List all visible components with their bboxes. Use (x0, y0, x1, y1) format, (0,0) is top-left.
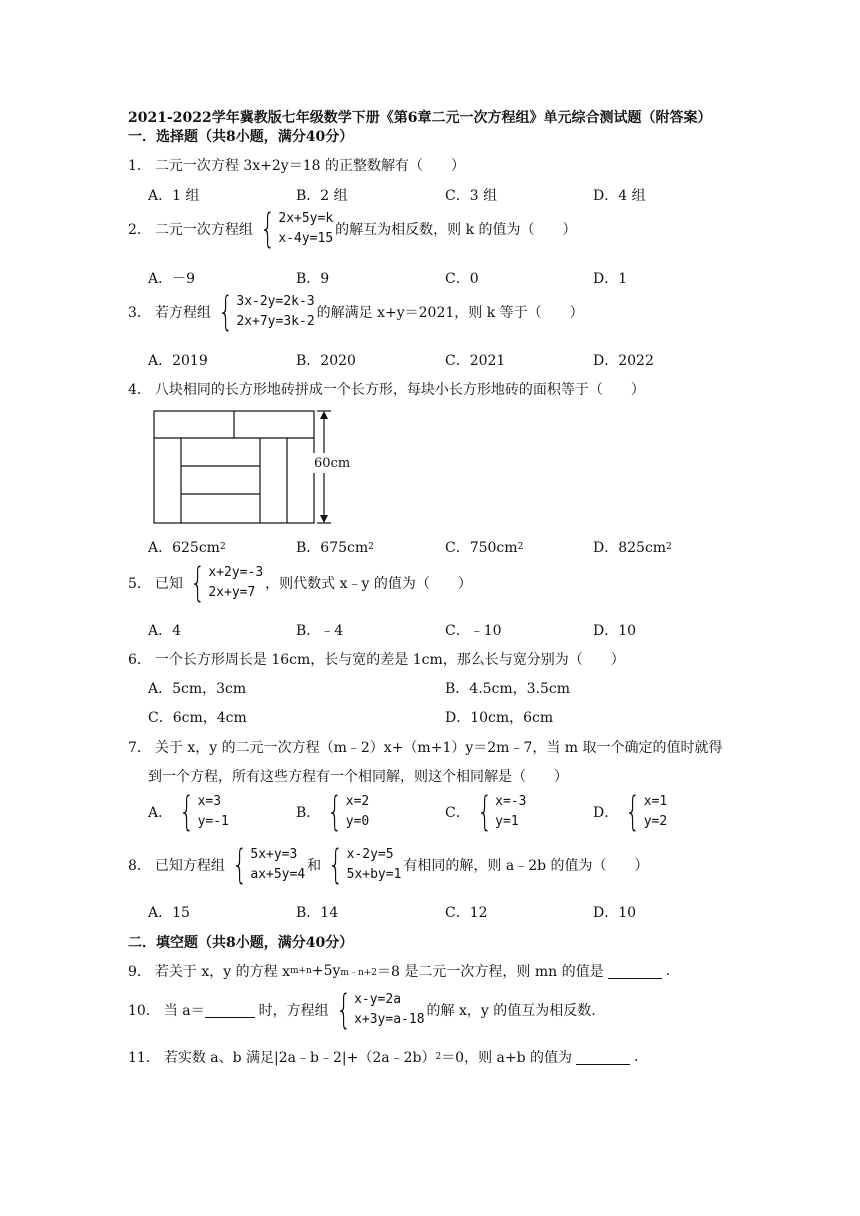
equation-system (255, 206, 334, 252)
question-number: 8． (128, 858, 151, 874)
question-4 (128, 379, 645, 399)
brace-symbol: { (625, 789, 641, 835)
question-number: 6． (128, 652, 151, 668)
section-heading-choice: 一．选择题（共8小题，满分40分） (128, 129, 354, 145)
option-d: D．825cm 2 (593, 540, 672, 556)
question-text: 的解 x，y 的值互为相反数. (426, 1003, 596, 1019)
question-number: 10． (128, 1003, 160, 1019)
brace-symbol: { (335, 987, 351, 1033)
option-c: C．2021 (445, 353, 506, 369)
option-b: B．2 组 (296, 188, 348, 204)
equation: x-4y=15 (278, 231, 334, 246)
equation-system (213, 289, 315, 335)
question-text: 一个长方形周长是 16cm，长与宽的差是 1cm，那么长与宽分别为（ ） (154, 652, 625, 668)
option-a: A．－9 (148, 271, 196, 287)
equation: x+3y=a-18 (354, 1012, 425, 1027)
equation: 2x+7y=3k-2 (236, 314, 315, 329)
brace-symbol: { (179, 789, 195, 835)
question-text: 到一个方程，所有这些方程有一个相同解，则这个相同解是（ ） (148, 769, 568, 785)
option-d: D．4 组 (593, 188, 646, 204)
tile-diagram (148, 405, 368, 525)
arrow-down-icon (320, 515, 328, 523)
question-text: 当 a＝ (163, 1003, 205, 1019)
question-7-line-2 (148, 766, 568, 786)
equation-system (227, 842, 306, 888)
question-text: 已知 (154, 576, 183, 592)
question-text: 和 (307, 858, 322, 874)
answer-blank[interactable] (608, 964, 662, 979)
option-d: D．10cm，6cm (445, 710, 554, 726)
question-number: 3． (128, 305, 151, 321)
option-a: A．1 组 (148, 188, 200, 204)
equation: 5x+y=3 (250, 847, 298, 862)
question-text: 若实数 a、b 满足|2a﹣b﹣2|+（2a﹣2b） (163, 1050, 436, 1066)
question-10 (128, 987, 596, 1033)
question-number: 9． (128, 964, 151, 980)
option-a: A．2019 (148, 353, 208, 369)
question-text: 若方程组 (154, 305, 211, 321)
exponent: 2 (435, 1052, 442, 1062)
question-text: 有相同的解，则 a﹣2b 的值为（ ） (403, 858, 649, 874)
option-a: A．4 (148, 623, 182, 639)
brace-symbol: { (218, 289, 234, 335)
brace-symbol: { (327, 789, 343, 835)
question-text: ＝0，则 a+b 的值为 (441, 1050, 573, 1066)
document-title: 2021-2022学年冀教版七年级数学下册《第6章二元一次方程组》单元综合测试题（附答案） (128, 110, 712, 126)
option-a: A．5cm，3cm (148, 681, 247, 697)
exponent: m﹣n+2 (340, 967, 378, 978)
question-text: 的解满足 x+y＝2021，则 k 等于（ ） (316, 305, 584, 321)
option-d: D．10 (593, 623, 637, 639)
equation-system (323, 842, 402, 888)
option-b: B．﹣4 (296, 623, 344, 639)
question-text: 八块相同的长方形地砖拼成一个长方形，每块小长方形地砖的面积等于（ ） (154, 382, 645, 398)
equation: x-2y=5 (346, 847, 394, 862)
option-b: B．2020 (296, 353, 356, 369)
option-a: A． { x=3 y=-1 (148, 789, 229, 835)
question-text: ，则代数式 x﹣y 的值为（ ） (265, 576, 472, 592)
period: . (665, 963, 671, 979)
option-c: C．3 组 (445, 188, 498, 204)
equation: ax+5y=4 (250, 867, 306, 882)
question-number: 1． (128, 158, 151, 174)
question-number: 2． (128, 222, 151, 238)
brace-symbol: { (476, 789, 493, 835)
answer-blank[interactable] (576, 1050, 630, 1065)
option-c: C．6cm，4cm (148, 710, 247, 726)
option-b: B． { x=2 y=0 (296, 789, 370, 835)
question-3 (128, 289, 584, 335)
equation: 5x+by=1 (346, 867, 402, 882)
option-b: B．14 (296, 905, 339, 921)
question-text: 二元一次方程组 (154, 222, 253, 238)
period: . (634, 1049, 639, 1065)
question-text: 若关于 x，y 的方程 x (154, 964, 290, 980)
exponent: m+n (289, 966, 312, 976)
question-number: 7． (128, 740, 151, 756)
question-7 (128, 737, 723, 757)
brace-symbol: { (328, 842, 344, 888)
equation: 2x+5y=k (278, 211, 334, 226)
option-b: B．4.5cm，3.5cm (445, 681, 571, 697)
question-number: 11． (128, 1050, 160, 1066)
option-b: B．675cm 2 (296, 540, 374, 556)
question-2 (128, 206, 577, 252)
equation: 3x-2y=2k-3 (236, 294, 315, 309)
question-6 (128, 649, 625, 669)
option-d: D．10 (593, 905, 637, 921)
option-c: C．750cm 2 (445, 540, 524, 556)
option-d: D．1 (593, 271, 628, 287)
equation: x+2y=-3 (208, 565, 264, 580)
brace-symbol: { (232, 842, 248, 888)
equation: 2x+y=7 (208, 585, 256, 600)
question-5 (128, 560, 472, 606)
arrow-up-icon (320, 411, 328, 419)
question-1 (128, 155, 465, 175)
option-a: A．15 (148, 905, 190, 921)
dimension-label: 60cm (314, 456, 351, 471)
equation: x-y=2a (354, 992, 402, 1007)
option-d: D．2022 (593, 353, 654, 369)
question-text: 关于 x，y 的二元一次方程（m﹣2）x+（m+1）y＝2m﹣7，当 m 取一个确定的值时就得 (154, 740, 723, 756)
question-text: ＝8 是二元一次方程，则 mn 的值是 (377, 964, 604, 980)
option-d: D． { x=1 y=2 (593, 789, 668, 835)
option-b: B．9 (296, 271, 330, 287)
option-a: A．625cm 2 (148, 540, 226, 556)
question-text: 时，方程组 (258, 1003, 329, 1019)
brace-symbol: { (190, 560, 206, 606)
question-8 (128, 842, 649, 888)
option-c: C．0 (445, 271, 479, 287)
question-text: 已知方程组 (154, 858, 225, 874)
question-11 (128, 1047, 639, 1067)
section-heading-fill: 二．填空题（共8小题，满分40分） (128, 935, 354, 951)
option-c: C． { x=-3 y=1 (445, 789, 527, 835)
equation-system (185, 560, 264, 606)
answer-blank[interactable] (205, 1003, 255, 1018)
question-text: +5y (311, 963, 341, 979)
question-text: 的解互为相反数，则 k 的值为（ ） (335, 222, 577, 238)
question-number: 4． (128, 382, 151, 398)
question-9 (128, 961, 670, 981)
brace-symbol: { (260, 206, 276, 252)
option-c: C．﹣10 (445, 623, 502, 639)
equation-system (331, 987, 425, 1033)
option-c: C．12 (445, 905, 488, 921)
question-text: 二元一次方程 3x+2y＝18 的正整数解有（ ） (154, 158, 465, 174)
question-number: 5． (128, 576, 151, 592)
